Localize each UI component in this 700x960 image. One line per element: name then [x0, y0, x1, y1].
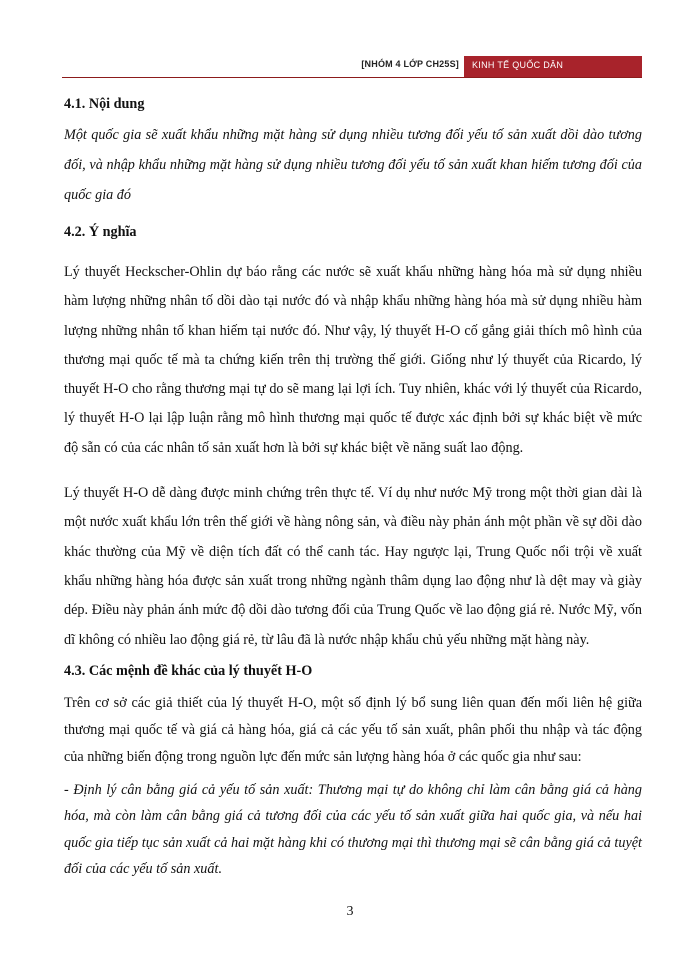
- document-body: [64, 94, 642, 883]
- section-4-2-heading: 4.2. Ý nghĩa: [64, 224, 137, 240]
- header-org-label: KINH TẾ QUỐC DÂN: [472, 60, 564, 70]
- section-4-1-heading: 4.1. Nội dung: [64, 96, 145, 112]
- section-4-2-paragraph-2: Lý thuyết H-O dễ dàng được minh chứng trên thực tế. Ví dụ như nước Mỹ trong một thời gian dài là một nước xuất khẩu lớn trên thế giới về hàng nông sản, và điều này phản ánh một phần về sự dồi dào khác thường của Mỹ về diện tích đất có thể canh tác. Hay ngược lại, Trung Quốc nổi trội về xuất khẩu những hàng hóa được sản xuất trong những ngành thâm dụng lao động như là dệt may và giày dép. Điều này phản ánh mức độ dồi dào tương đối của Trung Quốc về lao động giá rẻ. Nước Mỹ, vốn dĩ không có nhiều lao động giá rẻ, từ lâu đã là nước nhập khẩu chủ yếu những mặt hàng này.: [64, 485, 642, 648]
- header-group-label: [NHÓM 4 LỚP CH25S]: [361, 59, 459, 69]
- header-rule: [62, 77, 642, 78]
- section-4-3-heading: 4.3. Các mệnh đề khác của lý thuyết H-O: [64, 662, 313, 679]
- section-4-3-theorem: - Định lý cân bằng giá cả yếu tố sản xuất: Thương mại tự do không chỉ làm cân bằng giá cả hàng hóa, mà còn làm cân bằng giá cả tương đối của các yếu tố sản xuất giữa hai quốc gia, và nếu hai quốc gia tiếp tục sản xuất cả hai mặt hàng khi có thương mại thì thương mại sẽ cân bằng giá cả tuyệt đối của các yếu tố sản xuất.: [64, 781, 642, 878]
- section-4-3-paragraph-1: Trên cơ sở các giả thiết của lý thuyết H-O, một số định lý bổ sung liên quan đến mối liên hệ giữa thương mại quốc tế và giá cả hàng hóa, giá cả các yếu tố sản xuất, phân phối thu nhập và tác động của những biến động trong nguồn lực đến mức sản lượng hàng hóa ở các quốc gia như sau:: [64, 694, 642, 765]
- page-header: [62, 56, 642, 78]
- section-4-2-paragraph-1: Lý thuyết Heckscher-Ohlin dự báo rằng các nước sẽ xuất khẩu những hàng hóa mà sử dụng nhiều hàm lượng những nhân tố dồi dào tại nước đó và nhập khẩu những hàng hóa mà sử dụng nhiều hàm lượng những nhân tố khan hiếm tại nước đó. Như vậy, lý thuyết H-O cố gắng giải thích mô hình của thương mại quốc tế mà ta chứng kiến trên thị trường thế giới. Giống như lý thuyết của Ricardo, lý thuyết H-O cho rằng thương mại tự do sẽ mang lại lợi ích. Tuy nhiên, khác với lý thuyết của Ricardo, lý thuyết H-O lại lập luận rằng mô hình thương mại quốc tế được xác định bởi sự khác biệt về mức độ sẵn có của các nhân tố sản xuất hơn là bởi sự khác biệt về năng suất lao động.: [64, 264, 642, 456]
- header-org-box: [464, 56, 642, 77]
- section-4-1-content: Một quốc gia sẽ xuất khẩu những mặt hàng sử dụng nhiều tương đối yếu tố sản xuất dồi dào tương đối, và nhập khẩu những mặt hàng sử dụng nhiều tương đối yếu tố sản xuất khan hiếm tương đối của quốc gia đó: [64, 127, 642, 203]
- page-number: 3: [346, 904, 354, 919]
